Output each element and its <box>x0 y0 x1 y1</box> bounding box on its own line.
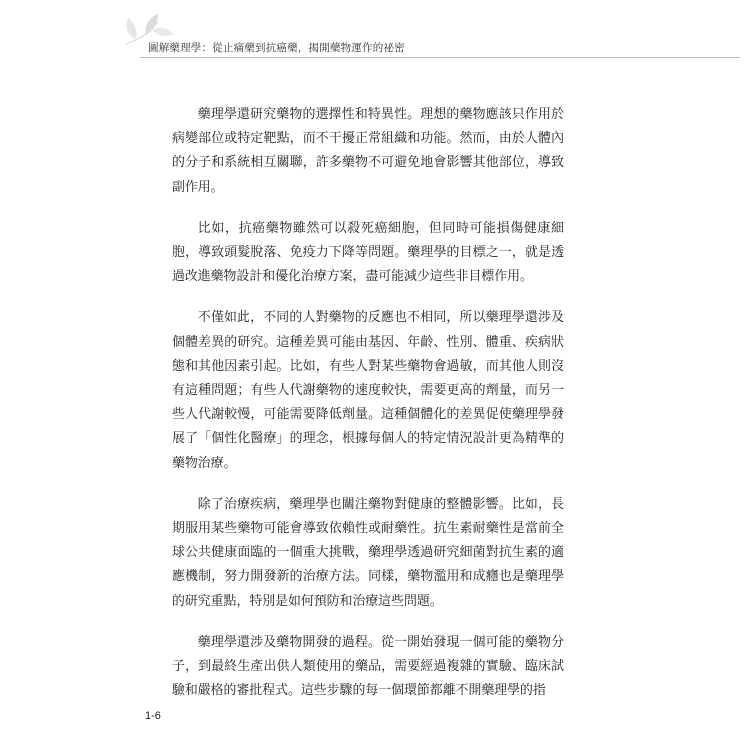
header-divider <box>140 57 740 58</box>
paragraph: 比如，抗癌藥物雖然可以殺死癌細胞，但同時可能損傷健康細胞，導致頭髮脫落、免疫力下降等問題。藥理學的目標之一，就是透過改進藥物設計和優化治療方案，盡可能減少這些非目標作用。 <box>172 220 564 285</box>
page-number: 1-6 <box>145 710 161 722</box>
paragraph: 藥理學還研究藥物的選擇性和特異性。理想的藥物應該只作用於病變部位或特定靶點，而不干擾正常組織和功能。然而，由於人體內的分子和系統相互關聯，許多藥物不可避免地會影響其他部位，導致副作用。 <box>172 107 564 195</box>
paragraph: 藥理學還涉及藥物開發的過程。從一開始發現一個可能的藥物分子，到最終生產出供人類使用的藥品，需要經過複雜的實驗、臨床試驗和嚴格的審批程式。這些步驟的每一個環節都離不開藥理學的指 <box>172 634 564 699</box>
paragraph: 不僅如此，不同的人對藥物的反應也不相同，所以藥理學還涉及個體差異的研究。這種差異可能由基因、年齡、性別、體重、疾病狀態和其他因素引起。比如，有些人對某些藥物會過敏，而其他人則沒有這種問題；有些人代謝藥物的速度較快，需要更高的劑量，而另一些人代謝較慢，可能需要降低劑量。這種個體化的差異促使藥理學發展了「個性化醫療」的理念，根據每個人的特定情況設計更為精準的藥物治療。 <box>172 310 564 471</box>
running-header: 圖解藥理學：從止痛藥到抗癌藥，揭開藥物運作的祕密 <box>148 42 405 54</box>
paragraph: 除了治療疾病，藥理學也關注藥物對健康的整體影響。比如，長期服用某些藥物可能會導致依賴性或耐藥性。抗生素耐藥性是當前全球公共健康面臨的一個重大挑戰，藥理學透過研究細菌對抗生素的適應機制，努力開發新的治療方法。同樣，藥物濫用和成癮也是藥理學的研究重點，特別是如何預防和治療這些問題。 <box>172 496 564 609</box>
body-text <box>172 103 564 720</box>
